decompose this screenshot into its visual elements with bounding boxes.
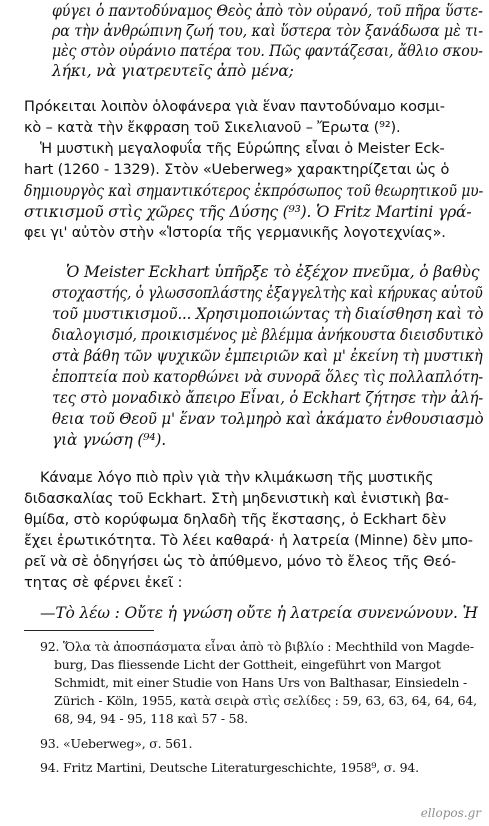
footnote-line: Zürich - Köln, 1955, κατὰ σειρὰ στὶς σελίδες : 59, 63, 63, 64, 64, 64, <box>54 693 477 708</box>
text-line: ρα τὴν ἀνθρώπινη ζωή του, καὶ ὕστερα τὸν ξανάδωσα μὲ τι- <box>52 22 483 40</box>
quote-line: Ὁ Meister Eckhart ὑπῆρξε τὸ ἐξέχον πνεῦμα, ὁ βαθὺς <box>66 263 480 281</box>
text-line: φύγει ὁ παντοδύναμος Θεὸς ἀπὸ τὸν οὐρανό, τοῦ πῆρα ὕστε- <box>52 2 483 20</box>
quote-line: τες στὸ μοναδικὸ ἄπειρο Εἶναι, ὁ Eckhart ζήτησε τὴν ἀλή- <box>52 389 484 407</box>
text-line: hart (1260 - 1329). Στὸν «Ueberweg» χαρακτηρίζεται ὡς ὁ <box>24 162 450 178</box>
text-line: στικισμοῦ στὶς χῶρες τῆς Δύσης (⁹³). Ὁ Fritz Martini γρά- <box>24 203 472 221</box>
text-line: κὸ – κατὰ τὴν ἔκφραση τοῦ Σικελιανοῦ – Ἔρωτα (⁹²). <box>24 120 401 136</box>
quote-line: γιὰ γνώση (⁹⁴). <box>52 431 167 449</box>
footnote-line: burg, Das fliessende Licht der Gottheit, eingeführt von Margot <box>54 657 441 672</box>
quote-line: διαλογισμό, προικισμένος μὲ βλέμμα ἀνήκουστα διεισδυτικὸ <box>52 326 484 344</box>
text-line: φει γι' αὐτὸν στὴν «Ἱστορία τῆς γερμανικῆς λογοτεχνίας». <box>24 225 446 241</box>
footnote-line: 94. Fritz Martini, Deutsche Literaturgeschichte, 1958⁹, σ. 94. <box>40 760 419 775</box>
text-line: διδασκαλίας τοῦ Eckhart. Στὴ μηδενιστικὴ καὶ ἑνιστικὴ βα- <box>24 491 449 507</box>
quote-line: ἐποπτεία ποὺ κατορθώνει νὰ συνορᾶ ὅλες τὶς πολλαπλότη- <box>52 368 484 386</box>
quote-line: στὰ βάθη τῶν ψυχικῶν ἐμπειριῶν καὶ μ' ἐκείνη τὴ μυστικὴ <box>52 347 483 365</box>
watermark: ellopos.gr <box>420 806 481 820</box>
text-line: τητας σὲ φέρνει ἐκεῖ : <box>24 575 183 591</box>
text-line: ἔχει ἐρωτικότητα. Τὸ λέει καθαρά· ἡ λατρεία (Minne) δὲν μπο- <box>24 533 473 549</box>
text-line: μὲς στὸν οὐράνιο πατέρα του. Πῶς φαντάζεσαι, ἄθλιο σκου- <box>52 42 483 60</box>
quote-line: τοῦ μυστικισμοῦ... Χρησιμοποιώντας τὴ διαίσθηση καὶ τὸ <box>52 305 484 323</box>
text-line: Κάναμε λόγο πιὸ πρὶν γιὰ τὴν κλιμάκωση τῆς μυστικῆς <box>40 470 434 486</box>
quote-line: θεια τοῦ Θεοῦ μ' ἕναν τολμηρὸ καὶ ἀκάματο ἐνθουσιασμὸ <box>52 410 484 428</box>
text-line: Ἡ μυστικὴ μεγαλοφυΐα τῆς Εὐρώπης εἶναι ὁ Meister Eck- <box>40 141 445 157</box>
text-line: δημιουργὸς καὶ σημαντικότερος ἐκπρόσωπος τοῦ θεωρητικοῦ μυ- <box>24 182 484 200</box>
text-line: λήκι, νὰ γιατρευτεῖς ἀπὸ μένα; <box>52 62 294 80</box>
footnote-line: Schmidt, mit einer Studie von Hans Urs von Balthasar, Einsiedeln - <box>54 675 468 690</box>
text-line: —Τὸ λέω : Οὔτε ἡ γνώση οὔτε ἡ λατρεία συνενώνουν. Ἡ <box>40 604 478 622</box>
footnote-line: 92. Ὅλα τὰ ἀποσπάσματα εἶναι ἀπὸ τὸ βιβλίο : Mechthild von Magde- <box>40 639 474 654</box>
footnote-line: 93. «Ueberweg», σ. 561. <box>40 736 193 751</box>
footnote-line: 68, 94, 94 - 95, 118 καὶ 57 - 58. <box>54 711 248 726</box>
quote-line: στοχαστής, ὁ γλωσσοπλάστης ἐξαγγελτὴς καὶ κήρυκας αὐτοῦ <box>52 284 483 302</box>
text-line: θμίδα, στὸ κορύφωμα δηλαδὴ τῆς ἔκστασης, ὁ Eckhart δὲν <box>24 512 447 528</box>
text-line: ρεῖ νὰ σὲ ὁδηγήσει ὡς τὸ ἀπύθμενο, μόνο τὸ ἔλεος τῆς Θεό- <box>24 554 456 570</box>
footnote-divider <box>24 630 154 631</box>
text-line: Πρόκειται λοιπὸν ὁλοφάνερα γιὰ ἕναν παντοδύναμο κοσμι- <box>24 99 445 115</box>
